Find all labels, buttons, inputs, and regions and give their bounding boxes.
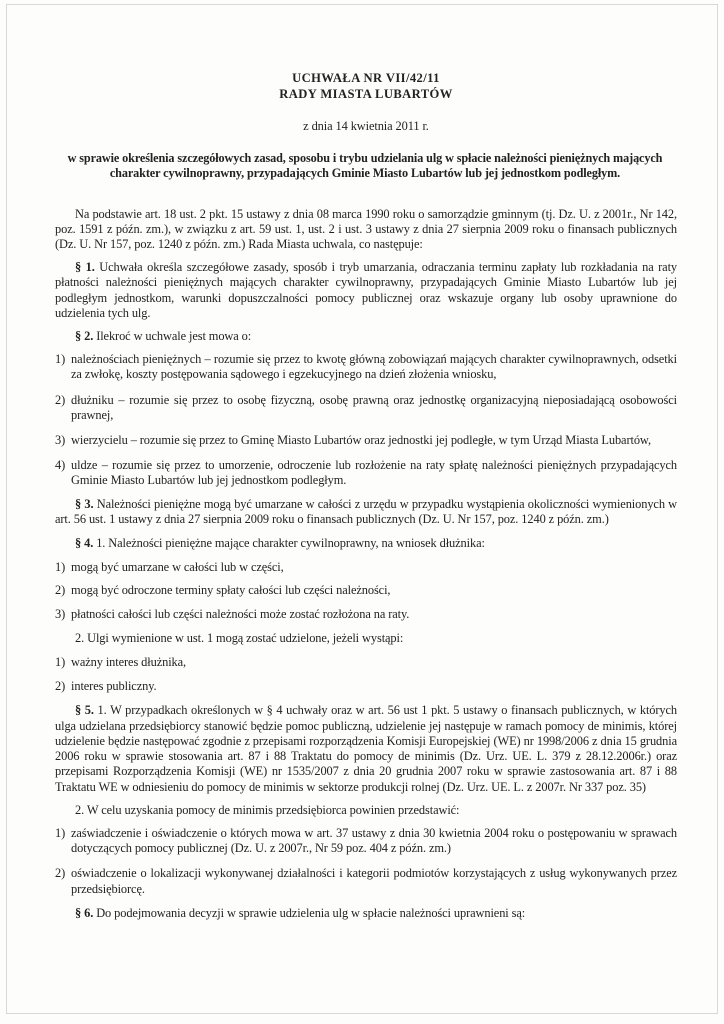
document-body: [55, 70, 677, 921]
section-4-number: § 4.: [75, 536, 94, 551]
list-item: 3) płatności całości lub części należności może zostać rozłożona na raty.: [55, 606, 410, 621]
section-3-text: Należności pieniężne mogą być umarzane w całości z urzędu w przypadku wystąpienia okoliczności wymienionych w art. 56 ust. 1 ustawy z dnia 27 sierpnia 2009 roku o finansach publicznych (Dz. U. Nr 157, poz. 1240 z późn. zm.): [55, 496, 678, 526]
section-4-paragraph-2: 2. Ulgi wymienione w ust. 1 mogą zostać udzielone, jeżeli wystąpi:: [75, 630, 404, 645]
list-item: 2) dłużniku – rozumie się przez to osobę fizyczną, osobę prawną oraz jednostkę organizacyjną nieposiadającą osobowości prawnej,: [55, 392, 677, 422]
section-5: [55, 703, 677, 794]
list-item: 2) oświadczenie o lokalizacji wykonywanej działalności i kategorii podmiotów korzystających z usług wykonywanych przez przedsiębiorcę.: [55, 866, 677, 896]
list-item: 2) mogą być odroczone terminy spłaty całości lub części należności,: [55, 583, 391, 598]
section-2-text: Ilekroć w uchwale jest mowa o:: [96, 329, 252, 344]
list-item: 4) uldze – rozumie się przez to umorzenie, odroczenie lub rozłożenie na raty spłatę należności pieniężnych przypadających Gminie Miasto Lubartów lub jej jednostkom podległym.: [55, 458, 677, 488]
section-1-number: § 1.: [75, 260, 95, 275]
document-subject: w sprawie określenia szczegółowych zasad, sposobu i trybu udzielania ulg w spłacie należności pieniężnych mających charakter cywilnoprawny, przypadających Gminie Miasto Lubartów lub jej jednostkom podległym.: [67, 151, 663, 181]
list-item: 3) wierzycielu – rozumie się przez to Gminę Miasto Lubartów oraz jednostki jej podległe, w tym Urząd Miasta Lubartów,: [55, 433, 651, 448]
section-6-number: § 6.: [75, 905, 94, 920]
section-1-text: Uchwała określa szczegółowe zasady, sposób i tryb umarzania, odraczania terminu zapłaty lub rozkładania na raty płatności należności pieniężnych mających charakter cywilnoprawny, przypadających Gminie Miasto Lubartów lub jej podległym jednostkom, warunki dopuszczalności pomocy publicznej oraz wskazuje organy lub osoby uprawnione do udzielenia tych ulg.: [55, 260, 678, 320]
section-5-number: § 5.: [75, 703, 94, 718]
document-title-line2: RADY MIASTA LUBARTÓW: [279, 87, 453, 101]
section-6: [55, 906, 677, 921]
section-5-paragraph-2: 2. W celu uzyskania pomocy de minimis przedsiębiorca powinien przedstawić:: [75, 802, 460, 817]
section-6-text: Do podejmowania decyzji w sprawie udzielenia ulg w spłacie należności uprawnieni są:: [96, 905, 526, 920]
list-item: 1) należnościach pieniężnych – rozumie się przez to kwotę główną zobowiązań mających charakter cywilnoprawnych, odsetki za zwłokę, koszty postępowania sądowego i egzekucyjnego na dzień złożenia wniosku,: [55, 352, 677, 382]
document-date: z dnia 14 kwietnia 2011 r.: [303, 119, 429, 133]
section-2: [55, 329, 677, 344]
list-item: 2) interes publiczny.: [55, 679, 157, 694]
section-4: [55, 536, 677, 551]
section-2-number: § 2.: [75, 329, 94, 344]
section-1: [55, 260, 677, 321]
section-3: [55, 497, 677, 527]
section-3-number: § 3.: [75, 496, 94, 511]
list-item: 1) zaświadczenie i oświadczenie o których mowa w art. 37 ustawy z dnia 30 kwietnia 2004 roku o postępowaniu w sprawach dotyczących pomocy publicznej (Dz. U. z 2007r., Nr 59 poz. 404 z późn. zm.): [55, 825, 677, 856]
section-4-text: 1. Należności pieniężne mające charakter cywilnoprawny, na wniosek dłużnika:: [96, 536, 485, 551]
preamble: Na podstawie art. 18 ust. 2 pkt. 15 ustawy z dnia 08 marca 1990 roku o samorządzie gminnym (tj. Dz. U. z 2001r., Nr 142, poz. 1591 z późn. zm.), w związku z art. 59 ust. 1, ust. 2 i ust. 3 ustawy z dnia 27 sierpnia 2009 roku o finansach publicznych (Dz. U. Nr 157, poz. 1240 z późn. zm.) Rada Miasta uchwala, co następuje:: [55, 206, 677, 252]
document-title-line1: UCHWAŁA NR VII/42/11: [292, 71, 440, 85]
section-5-text: 1. W przypadkach określonych w § 4 uchwały oraz w art. 56 ust 1 pkt. 5 ustawy o finansach publicznych, w których ulga udzielana przedsiębiorcy stanowić będzie pomoc publiczną, udzielenie jej następuje w ramach pomocy de minimis, której udzielenie będzie następować zgodnie z przepisami rozporządzenia Komisji Europejskiej (WE) nr 1998/2006 z dnia 15 grudnia 2006 roku w sprawie stosowania art. 87 i 88 Traktatu do pomocy de minimis (Dz. Urz. UE. L. 379 z 28.12.2006r.) oraz przepisami Rozporządzenia Komisji (WE) nr 1535/2007 z dnia 20 grudnia 2007 roku w sprawie zastosowania art. 87 i 88 Traktatu WE w odniesieniu do pomocy de minimis w sektorze produkcji rolnej (Dz. Urz. UE. L. z 2007r. Nr 337 poz. 35): [55, 703, 677, 794]
list-item: 1) ważny interes dłużnika,: [55, 655, 187, 670]
list-item: 1) mogą być umarzane w całości lub w części,: [55, 560, 284, 575]
